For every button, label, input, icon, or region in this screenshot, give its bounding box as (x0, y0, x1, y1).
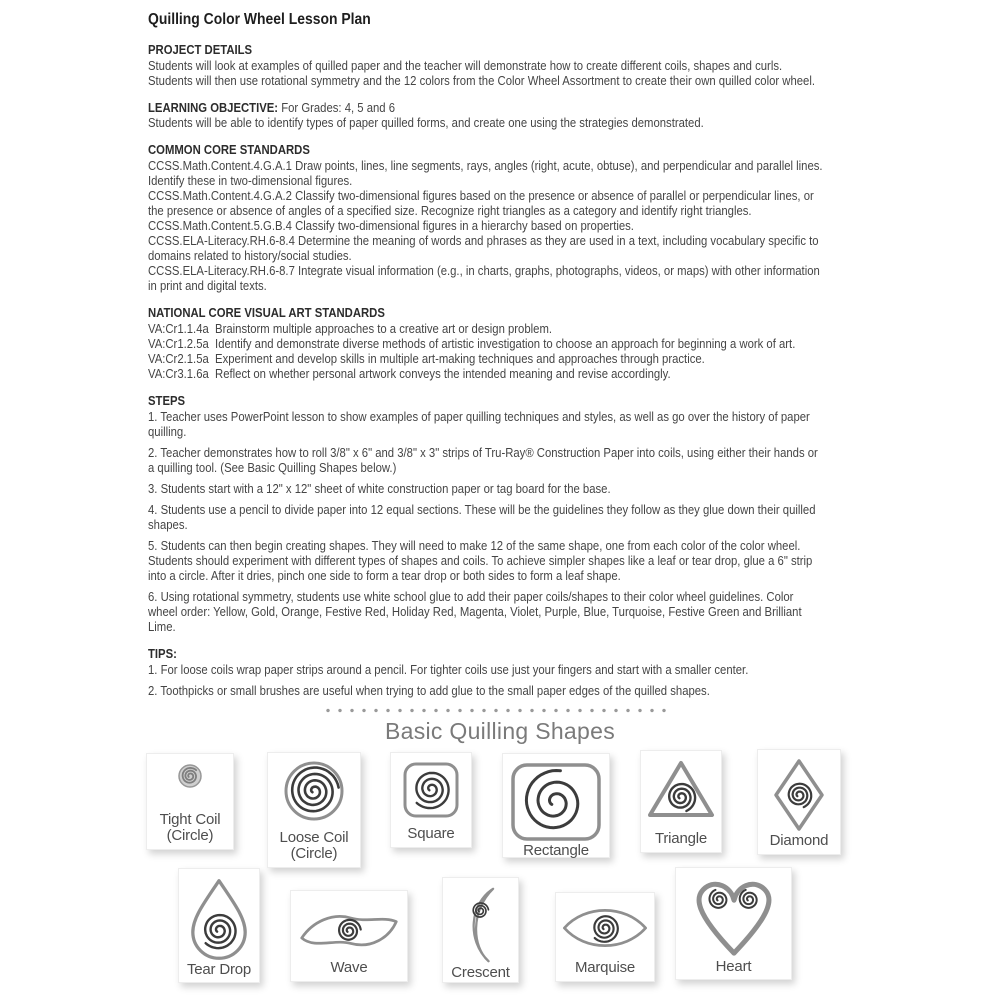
rectangle-coil-icon (509, 761, 603, 843)
text-line: CCSS.ELA-Literacy.RH.6-8.7 Integrate visual information (e.g., in charts, graphs, photographs, videos, or maps) with other information (148, 263, 820, 278)
shape-label: Marquise (574, 959, 636, 976)
shape-card-square (390, 752, 472, 848)
step-item (148, 409, 883, 439)
loose-coil-icon (281, 760, 347, 824)
text-line: Students will then use rotational symmetry and the 12 colors from the Color Wheel Assortment to create their own quilled color wheel. (148, 73, 815, 88)
text-line: CCSS.Math.Content.5.G.B.4 Classify two-dimensional figures in a hierarchy based on properties. (148, 218, 634, 233)
common-core-item (148, 233, 883, 263)
tip-item (148, 662, 883, 677)
shape-label: Square (407, 825, 455, 842)
text-line: Students should experiment with different types of shapes and coils. To achieve simpler shapes like a leaf or tear drop, glue a 6" strip (148, 553, 813, 568)
crescent-coil-icon (453, 885, 509, 965)
text-line: 5. Students can then begin creating shapes. They will need to make 12 of the same shape, one from each color of the color wheel. (148, 538, 801, 553)
common-core-item (148, 188, 883, 218)
text-line: shapes. (148, 517, 188, 532)
text-line: a quilling tool. (See Basic Quilling Shapes below.) (148, 460, 397, 475)
section-learning-objective (148, 100, 883, 130)
square-coil-icon (401, 760, 461, 820)
text-line: 6. Using rotational symmetry, students use white school glue to add their paper coils/shapes to their color wheel guidelines. Color (148, 589, 794, 604)
shape-card-wave (290, 890, 408, 982)
text-line: CCSS.Math.Content.4.G.A.2 Classify two-dimensional figures based on the presence or absence of parallel or perpendicular lines, or (148, 188, 814, 203)
text-line: domains related to history/social studies. (148, 248, 352, 263)
text-line: VA:Cr3.1.6a Reflect on whether personal artwork conveys the intended meaning and revise accordingly. (148, 366, 671, 381)
section-art-standards (148, 305, 883, 381)
shape-card-rectangle (502, 753, 610, 858)
art-standard-item (148, 366, 883, 381)
text-line: 4. Students use a pencil to divide paper into 12 equal sections. These will be the guidelines they follow as they glue down their quilled (148, 502, 816, 517)
section-steps (148, 393, 883, 634)
shape-card-crescent (442, 877, 519, 983)
common-core-item (148, 263, 883, 293)
text-line: 2. Teacher demonstrates how to roll 3/8" x 6" and 3/8" x 3" strips of Tru-Ray® Construction Paper into coils, using either their hands or (148, 445, 818, 460)
learning-objective-heading: LEARNING OBJECTIVE: (148, 100, 279, 115)
text-line: Identify these in two-dimensional figures. (148, 173, 353, 188)
project-details-body (148, 58, 883, 88)
tight-coil-icon (170, 761, 210, 795)
steps-heading: STEPS (148, 393, 186, 408)
step-item (148, 502, 883, 532)
shape-card-loose-coil (267, 752, 361, 868)
text-line: 2. Toothpicks or small brushes are useful when trying to add glue to the small paper edges of the quilled shapes. (148, 683, 710, 698)
art-standard-item (148, 321, 883, 336)
art-standard-item (148, 351, 883, 366)
step-item (148, 538, 883, 583)
tips-heading: TIPS: (148, 646, 177, 661)
text-line: 1. For loose coils wrap paper strips around a pencil. For tighter coils use just your fingers and start with a smaller center. (148, 662, 749, 677)
section-tips (148, 646, 883, 698)
text-line: 3. Students start with a 12" x 12" sheet of white construction paper or tag board for the base. (148, 481, 611, 496)
shape-card-diamond (757, 749, 841, 855)
section-project-details (148, 42, 883, 88)
learning-objective-body (148, 115, 883, 130)
learning-objective-heading-line (148, 100, 883, 115)
step-item (148, 589, 883, 634)
shape-label: Tight Coil (Circle) (159, 811, 221, 844)
shape-card-marquise (555, 892, 655, 982)
text-line: VA:Cr1.2.5a Identify and demonstrate diverse methods of artistic investigation to choose an approach for beginning a work of art. (148, 336, 796, 351)
learning-objective-grades: For Grades: 4, 5 and 6 (278, 100, 396, 115)
text-line: wheel order: Yellow, Gold, Orange, Festive Red, Holiday Red, Magenta, Violet, Purple, Blue, Turquoise, Festive Green and Brilliant (148, 604, 802, 619)
text-line: the presence or absence of angles of a specified size. Recognize right triangles as a category and identify right triangles. (148, 203, 752, 218)
common-core-item (148, 218, 883, 233)
dotted-divider (322, 708, 668, 713)
shape-label: Tear Drop (186, 961, 252, 978)
project-details-heading: PROJECT DETAILS (148, 42, 253, 57)
shape-card-tear-drop (178, 868, 260, 983)
shape-card-triangle (640, 750, 722, 853)
text-line: Students will look at examples of quilled paper and the teacher will demonstrate how to create different coils, shapes and curls. (148, 58, 783, 73)
common-core-heading: COMMON CORE STANDARDS (148, 142, 310, 157)
tear-drop-coil-icon (185, 876, 253, 962)
shape-label: Rectangle (523, 842, 589, 859)
text-line: quilling. (148, 424, 187, 439)
text-line: 1. Teacher uses PowerPoint lesson to show examples of paper quilling techniques and styles, as well as go over the history of paper (148, 409, 810, 424)
text-line: Lime. (148, 619, 176, 634)
shape-label: Crescent (451, 964, 510, 981)
shape-label: Heart (715, 958, 752, 975)
section-common-core-standards (148, 142, 883, 293)
shapes-section-heading: Basic Quilling Shapes (384, 718, 616, 744)
wave-coil-icon (294, 898, 404, 958)
text-line: CCSS.ELA-Literacy.RH.6-8.4 Determine the meaning of words and phrases as they are used in a text, including vocabulary specific to (148, 233, 819, 248)
art-standard-item (148, 336, 883, 351)
shape-card-tight-coil (146, 753, 234, 850)
page-title: Quilling Color Wheel Lesson Plan (148, 11, 371, 28)
text-line: CCSS.Math.Content.4.G.A.1 Draw points, lines, line segments, rays, angles (right, acute, obtuse), and perpendicular and parallel lines. (148, 158, 823, 173)
heart-coil-icon (681, 875, 787, 959)
shape-card-heart (675, 867, 792, 980)
marquise-coil-icon (558, 900, 652, 956)
shape-label: Loose Coil (Circle) (279, 829, 349, 862)
basic-quilling-shapes-section (0, 700, 1000, 1000)
step-item (148, 445, 883, 475)
shape-label: Wave (330, 959, 368, 976)
tip-item (148, 683, 883, 698)
diamond-coil-icon (772, 757, 826, 833)
art-standards-heading: NATIONAL CORE VISUAL ART STANDARDS (148, 305, 385, 320)
document-body (148, 11, 883, 710)
text-line: VA:Cr2.1.5a Experiment and develop skills in multiple art-making techniques and approaches through practice. (148, 351, 705, 366)
triangle-coil-icon (645, 758, 717, 820)
shape-label: Diamond (769, 832, 829, 849)
common-core-item (148, 158, 883, 188)
text-line: VA:Cr1.1.4a Brainstorm multiple approaches to a creative art or design problem. (148, 321, 553, 336)
step-item (148, 481, 883, 496)
text-line: into a circle. After it dries, pinch one side to form a tear drop or both sides to form a leaf shape. (148, 568, 621, 583)
shape-label: Triangle (654, 830, 708, 847)
text-line: Students will be able to identify types of paper quilled forms, and create one using the strategies demonstrated. (148, 115, 704, 130)
text-line: in print and digital texts. (148, 278, 267, 293)
